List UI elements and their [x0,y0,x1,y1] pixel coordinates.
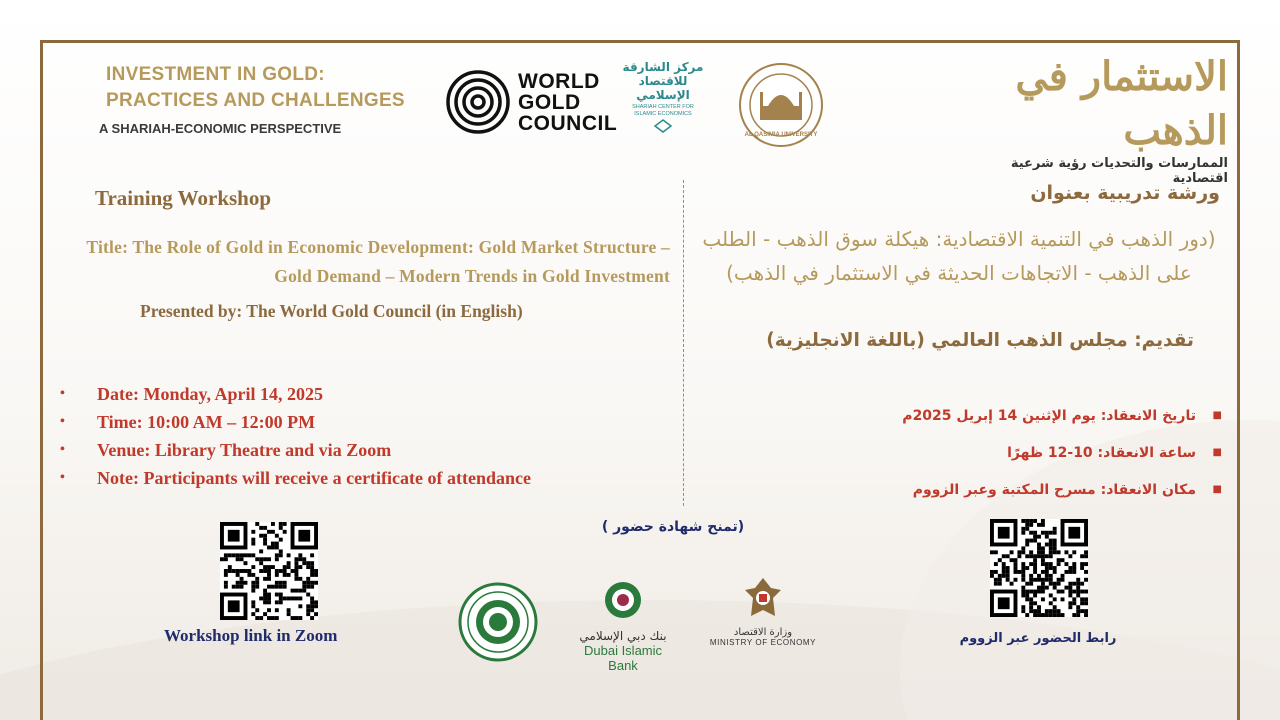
arabic-brand-subtitle: الممارسات والتحديات رؤية شرعية اقتصادية [1010,156,1228,186]
bullet-icon: ■ [1212,484,1222,495]
dib-english: Dubai Islamic Bank [583,643,663,673]
header-subtitle: A SHARIAH-ECONOMIC PERSPECTIVE [99,121,342,136]
sharjah-center-ornament-icon [643,118,683,134]
detail-date-en: • Date: Monday, April 14, 2025 [60,380,531,408]
dubai-islamic-bank-logo [568,580,678,673]
zoom-link-label-ar: رابط الحضور عبر الزووم [959,631,1117,646]
wgc-word-3: COUNCIL [518,111,618,135]
certificate-note-ar: (تمنح شهادة حضور ) [601,519,745,535]
detail-venue-ar: ■ مكان الانعقاد: مسرح المكتبة وعبر الزووم [820,476,1222,513]
detail-note-en: • Note: Participants will receive a certificate of attendance [60,464,531,492]
uae-falcon-emblem-icon [741,576,785,622]
world-gold-council-logo [446,70,617,134]
wgc-wordmark [518,71,617,134]
workshop-title-en: Title: The Role of Gold in Economic Development: Gold Market Structure – Gold Demand – Modern Trends in Gold Investment [86,237,670,286]
moe-english: MINISTRY OF ECONOMY [709,638,817,647]
bullet-icon: • [60,386,65,401]
column-divider [683,180,684,506]
detail-venue-en: • Venue: Library Theatre and via Zoom [60,436,531,464]
sharjah-center-logo [622,60,704,146]
wgc-word-2: GOLD [518,90,581,114]
workshop-heading-ar: ورشة تدريبية بعنوان [1030,182,1220,204]
detail-date-ar: ■ تاريخ الانعقاد: يوم الإثنين 14 إبريل 2025م [820,402,1222,439]
svg-text:AL QASIMIA UNIVERSITY: AL QASIMIA UNIVERSITY [744,132,818,138]
details-list-en [60,380,531,492]
zoom-qr-code-left[interactable] [220,522,318,620]
ministry-of-economy-logo [706,576,820,660]
bullet-icon: ■ [1212,410,1222,421]
detail-time-en: • Time: 10:00 AM – 12:00 PM [60,408,531,436]
dib-arabic: بنك دبي الإسلامي [579,629,667,643]
wgc-word-1: WORLD [518,69,600,93]
header-title: INVESTMENT IN GOLD: PRACTICES AND CHALLENGES [106,64,405,111]
presenter-en: Presented by: The World Gold Council (in English) [140,301,523,321]
moe-arabic: وزارة الاقتصاد [733,627,793,638]
sharjah-center-arabic: مركز الشارقة للاقتصاد الإسلامي [622,60,704,102]
arabic-brand-title: الاستثمار في الذهب [1015,53,1228,154]
oic-fiqh-academy-seal-icon [458,582,538,662]
presenter-ar: تقديم: مجلس الذهب العالمي (باللغة الانجليزية) [766,330,1194,351]
al-qasimia-university-seal-icon [738,62,824,148]
bullet-icon: • [60,470,65,485]
workshop-title-ar: (دور الذهب في التنمية الاقتصادية: هيكلة سوق الذهب - الطلب على الذهب - الاتجاهات الحديثة في الاستثمار في الذهب) [702,227,1216,285]
workshop-heading-en: Training Workshop [95,186,272,210]
bullet-icon: • [60,442,65,457]
details-list-ar [820,402,1222,513]
wgc-rings-icon [446,70,510,134]
arabic-brand [966,50,1228,186]
bullet-icon: ■ [1212,447,1222,458]
dib-emblem-icon [601,580,645,620]
zoom-link-label-en: Workshop link in Zoom [164,626,338,645]
detail-time-ar: ■ ساعة الانعقاد: 10-12 ظهرًا [820,439,1222,476]
bullet-icon: • [60,414,65,429]
zoom-qr-code-right[interactable] [990,519,1088,617]
sharjah-center-english: SHARIAH CENTER FOR ISLAMIC ECONOMICS [632,104,694,117]
